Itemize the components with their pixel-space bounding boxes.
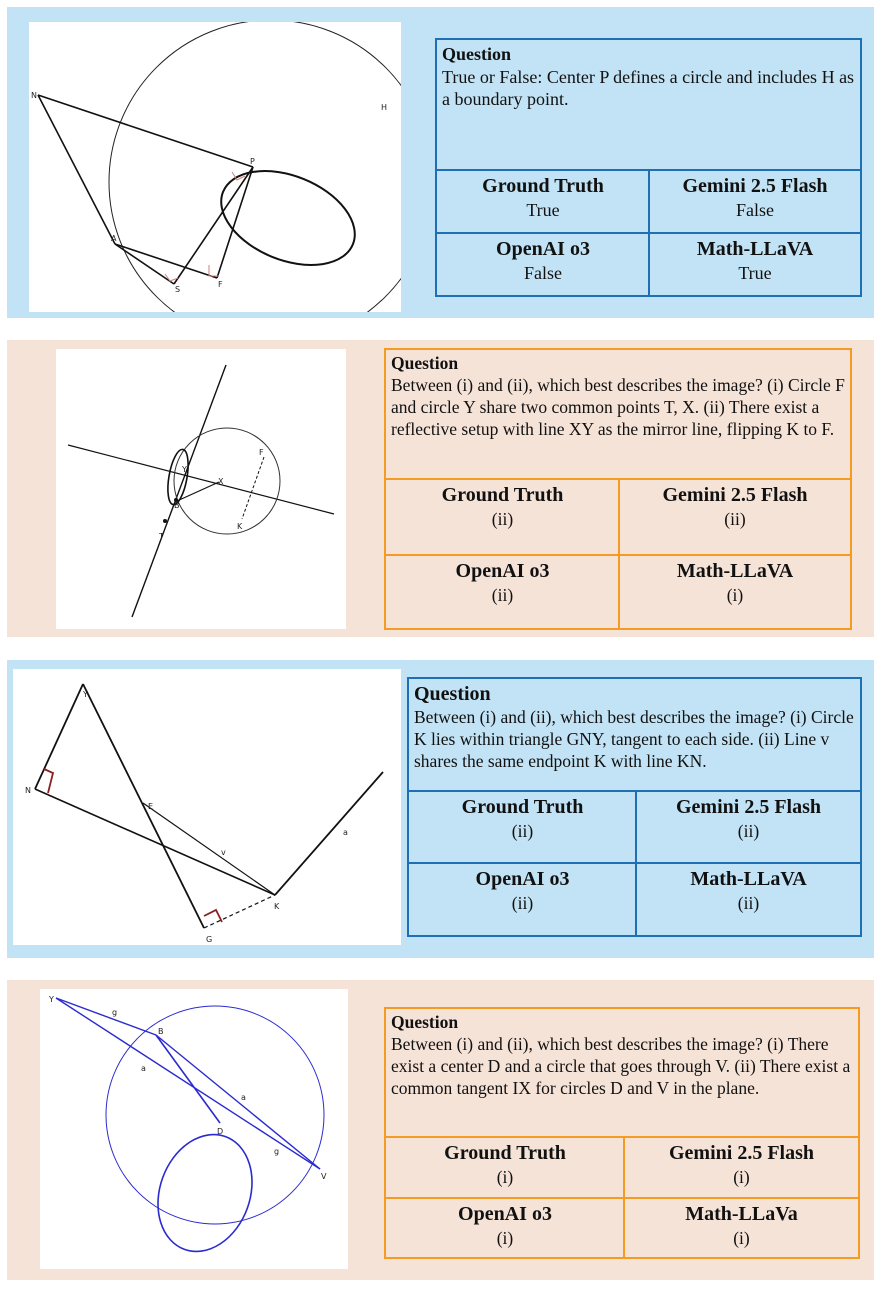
geometry-figure-3 [13,669,401,945]
question-text: Between (i) and (ii), which best describes the image? (i) Circle K lies within triangle GNY, tangent to each side. (ii) Line v shares the same endpoint K with line KN. [414,707,854,771]
panel-3 [7,660,874,958]
mathllava-label: Math-LLaVA [676,560,794,582]
gemini-cell [635,790,860,862]
openai-label: OpenAI o3 [455,560,550,582]
panel-1 [7,7,874,318]
label-N: N [25,786,31,795]
openai-value: (ii) [491,585,514,605]
label-Y: Y [83,690,88,699]
label-P: P [250,157,255,166]
geometry-figure-4 [40,989,348,1269]
ground-truth-cell [386,1136,624,1197]
figure-3 [13,669,401,945]
ground-truth-value: (i) [496,1167,514,1187]
mathllava-cell [648,232,860,295]
qa-box-2 [384,348,852,630]
openai-value: False [524,263,562,283]
label-g-2: g [274,1147,280,1156]
label-N: N [31,91,37,100]
question-text: Between (i) and (ii), which best describes the image? (i) There exist a center D and a circle that goes through V. (ii) There exist a common tangent IX for circles D and V in the plane. [391,1033,851,1098]
label-a-2: a [241,1093,246,1102]
openai-label: OpenAI o3 [458,1203,552,1225]
ground-truth-value: (ii) [511,821,534,841]
label-A: A [111,234,117,243]
label-X: X [218,477,224,486]
mathllava-value: (ii) [737,893,760,913]
panel-4 [7,980,874,1280]
question-text: Between (i) and (ii), which best describes the image? (i) Circle F and circle Y share two common points T, X. (ii) There exist a reflective setup with line XY as the mirror line, flipping K to F. [391,374,845,439]
gemini-value: (ii) [737,821,760,841]
question-box [409,679,860,791]
gemini-value: (i) [733,1167,750,1187]
label-T: T [159,532,164,541]
label-Y: Y [182,465,187,474]
figure-2 [56,349,346,629]
label-F: F [259,448,264,457]
mathllava-cell [623,1197,858,1257]
question-title: Question [391,1012,459,1032]
ground-truth-value: True [526,200,560,220]
openai-cell [386,554,619,630]
gemini-label: Gemini 2.5 Flash [668,1142,814,1164]
label-B: B [174,501,180,510]
gemini-cell [618,478,850,554]
question-box [437,40,860,170]
label-D: D [217,1127,224,1136]
ground-truth-cell [437,169,649,232]
ground-truth-cell [409,790,636,862]
label-H: H [381,103,388,112]
label-B: B [158,1027,164,1036]
label-a-1: a [141,1064,146,1073]
openai-label: OpenAI o3 [496,238,590,260]
question-box [386,1009,858,1137]
geometry-figure-1 [29,22,401,312]
ground-truth-label: Ground Truth [461,796,584,818]
question-title: Question [442,44,512,64]
figure-4 [40,989,348,1269]
label-F: F [218,280,223,289]
qa-box-4 [384,1007,860,1259]
label-E: E [148,802,154,811]
gemini-value: False [736,200,774,220]
question-title: Question [414,683,491,705]
label-S: S [175,285,181,294]
label-v: v [221,848,226,857]
question-box [386,350,850,480]
openai-cell [386,1197,624,1257]
gemini-label: Gemini 2.5 Flash [675,796,821,818]
ground-truth-label: Ground Truth [441,484,564,506]
gemini-cell [623,1136,858,1197]
gemini-label: Gemini 2.5 Flash [682,175,828,197]
openai-cell [437,232,649,295]
label-G: G [206,935,213,944]
openai-cell [409,862,636,935]
mathllava-cell [618,554,850,630]
label-K: K [237,522,243,531]
mathllava-value: True [738,263,772,283]
gemini-value: (ii) [724,509,746,529]
mathllava-label: Math-LLaVA [696,238,814,260]
figure-1 [29,22,401,312]
mathllava-value: (i) [733,1228,750,1248]
ground-truth-label: Ground Truth [482,175,604,197]
qa-box-1 [435,38,862,297]
mathllava-label: Math-LLaVa [685,1203,798,1225]
qa-box-3 [407,677,862,937]
openai-label: OpenAI o3 [475,868,570,890]
openai-value: (i) [496,1228,514,1248]
label-a: a [343,828,348,837]
gemini-cell [648,169,860,232]
ground-truth-label: Ground Truth [444,1142,566,1164]
label-K: K [274,902,280,911]
mathllava-value: (i) [726,585,744,605]
gemini-label: Gemini 2.5 Flash [662,484,808,506]
label-g-1: g [112,1008,118,1017]
panel-2 [7,340,874,637]
question-title: Question [391,353,459,373]
ground-truth-value: (ii) [491,509,514,529]
openai-value: (ii) [511,893,534,913]
ground-truth-cell [386,478,619,554]
question-text: True or False: Center P defines a circle and includes H as a boundary point. [442,66,855,109]
mathllava-label: Math-LLaVA [690,868,807,890]
label-V: V [321,1172,327,1181]
geometry-figure-2 [56,349,346,629]
label-Y: Y [49,995,54,1004]
mathllava-cell [635,862,860,935]
